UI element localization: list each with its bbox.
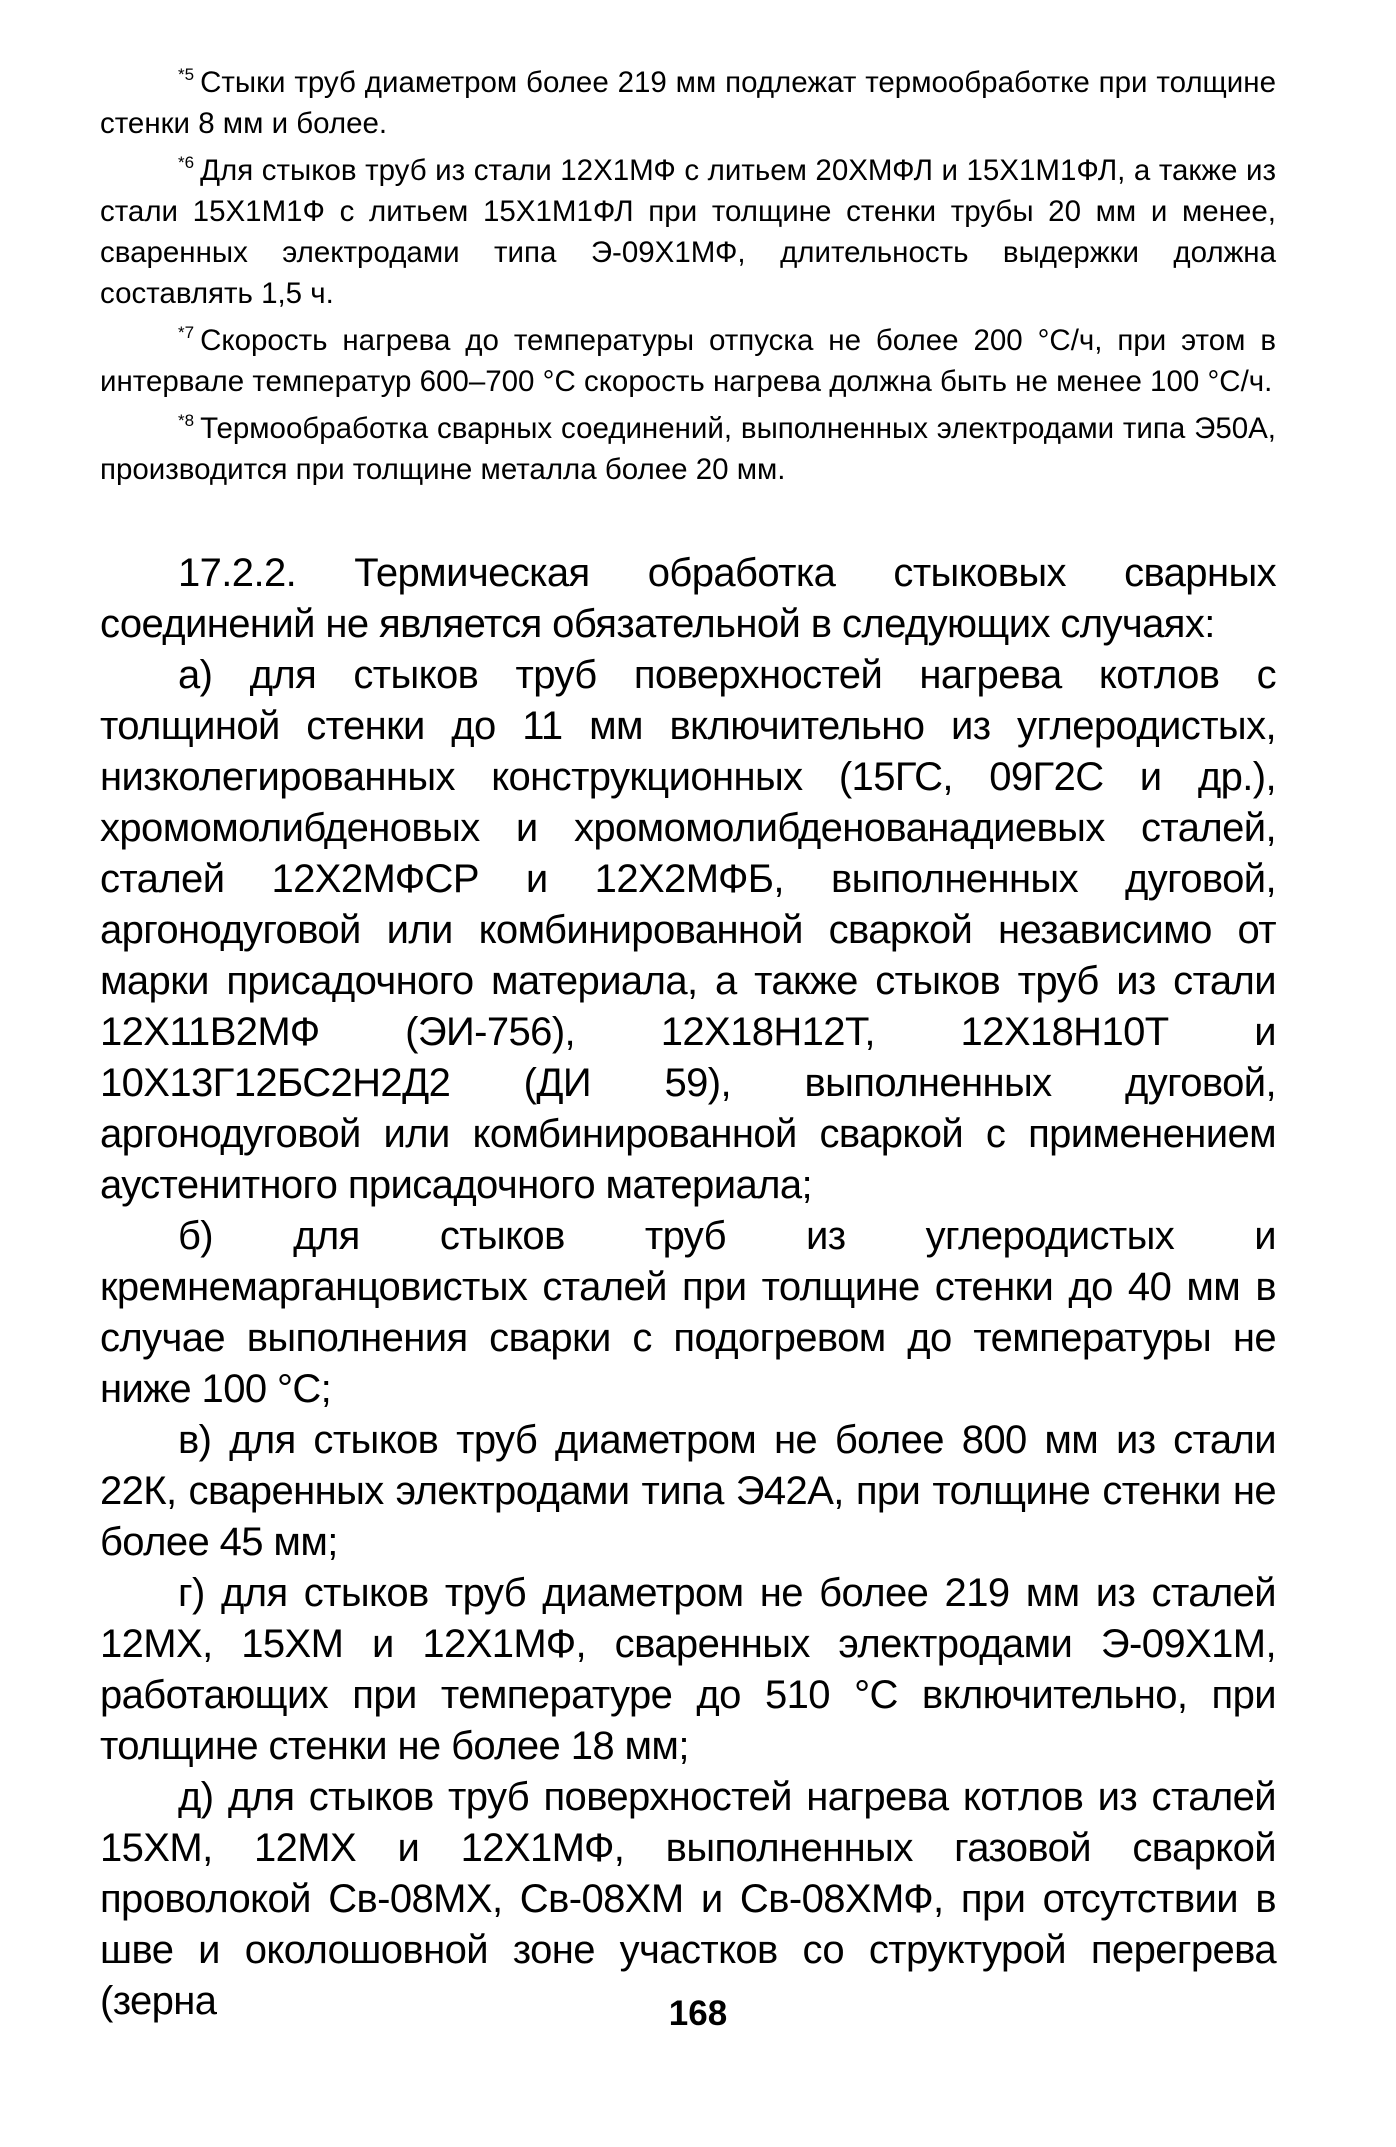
footnote-text: Для стыков труб из стали 12Х1МФ с литьем 20ХМФЛ и 15Х1М1ФЛ, а также из стали 15Х1М1Ф с литьем 15Х1М1ФЛ при толщине стенки трубы 20 мм и менее, сваренных электродами типа Э-09Х1МФ, длительность выдержки должна составлять 1,5 ч. (100, 154, 1276, 310)
footnotes-block (100, 62, 1276, 490)
footnote-marker: *6 (178, 153, 195, 172)
page-number: 168 (668, 1994, 728, 2033)
page-content (100, 62, 1276, 2027)
section-heading-paragraph: 17.2.2. Термическая обработка стыковых сварных соединений не является обязательной в следующих случаях: (100, 551, 1276, 646)
footnote-text: Термообработка сварных соединений, выполненных электродами типа Э50А, производится при толщине металла более 20 мм. (100, 412, 1276, 486)
list-item-g: г) для стыков труб диаметром не более 219 мм из сталей 12МХ, 15ХМ и 12Х1МФ, сваренных электродами Э-09Х1М, работающих при температуре до 510 °С включительно, при толщине стенки не более 18 мм; (100, 1571, 1276, 1768)
list-item-v: в) для стыков труб диаметром не более 800 мм из стали 22К, сваренных электродами типа Э42А, при толщине стенки не более 45 мм; (100, 1418, 1276, 1564)
list-item-d: д) для стыков труб поверхностей нагрева котлов из сталей 15ХМ, 12МХ и 12Х1МФ, выполненных газовой сваркой проволокой Св-08МХ, Св-08ХМ и Св-08ХМФ, при отсутствии в шве и околошовной зоне участков со структурой перегрева (зерна (100, 1775, 1276, 2023)
main-text (100, 548, 1276, 2027)
footnote-text: Стыки труб диаметром более 219 мм подлежат термообработке при толщине стенки 8 мм и более. (100, 66, 1276, 140)
footnote-6 (100, 150, 1276, 314)
footnote-marker: *7 (178, 323, 195, 342)
list-item-a: а) для стыков труб поверхностей нагрева котлов с толщиной стенки до 11 мм включительно из углеродистых, низколегированных конструкционных (15ГС, 09Г2С и др.), хромомолибденовых и хромомолибденованадиевых сталей, сталей 12Х2МФСР и 12Х2МФБ, выполненных дуговой, аргонодуговой или комбинированной сваркой независимо от марки присадочного материала, а также стыков труб из стали 12Х11В2МФ (ЭИ-756), 12Х18Н12Т, 12Х18Н10Т и 10Х13Г12БС2Н2Д2 (ДИ 59), выполненных дуговой, аргонодуговой или комбинированной сваркой с применением аустенитного присадочного материала; (100, 653, 1276, 1207)
footnote-8 (100, 408, 1276, 490)
footnote-marker: *5 (178, 65, 195, 84)
footnote-marker: *8 (178, 411, 195, 430)
footnote-text: Скорость нагрева до температуры отпуска не более 200 °С/ч, при этом в интервале температур 600–700 °С скорость нагрева должна быть не менее 100 °С/ч. (100, 324, 1276, 398)
footnote-5 (100, 62, 1276, 144)
footnote-7 (100, 320, 1276, 402)
list-item-b: б) для стыков труб из углеродистых и кремнемарганцовистых сталей при толщине стенки до 40 мм в случае выполнения сварки с подогревом до температуры не ниже 100 °С; (100, 1214, 1276, 1411)
